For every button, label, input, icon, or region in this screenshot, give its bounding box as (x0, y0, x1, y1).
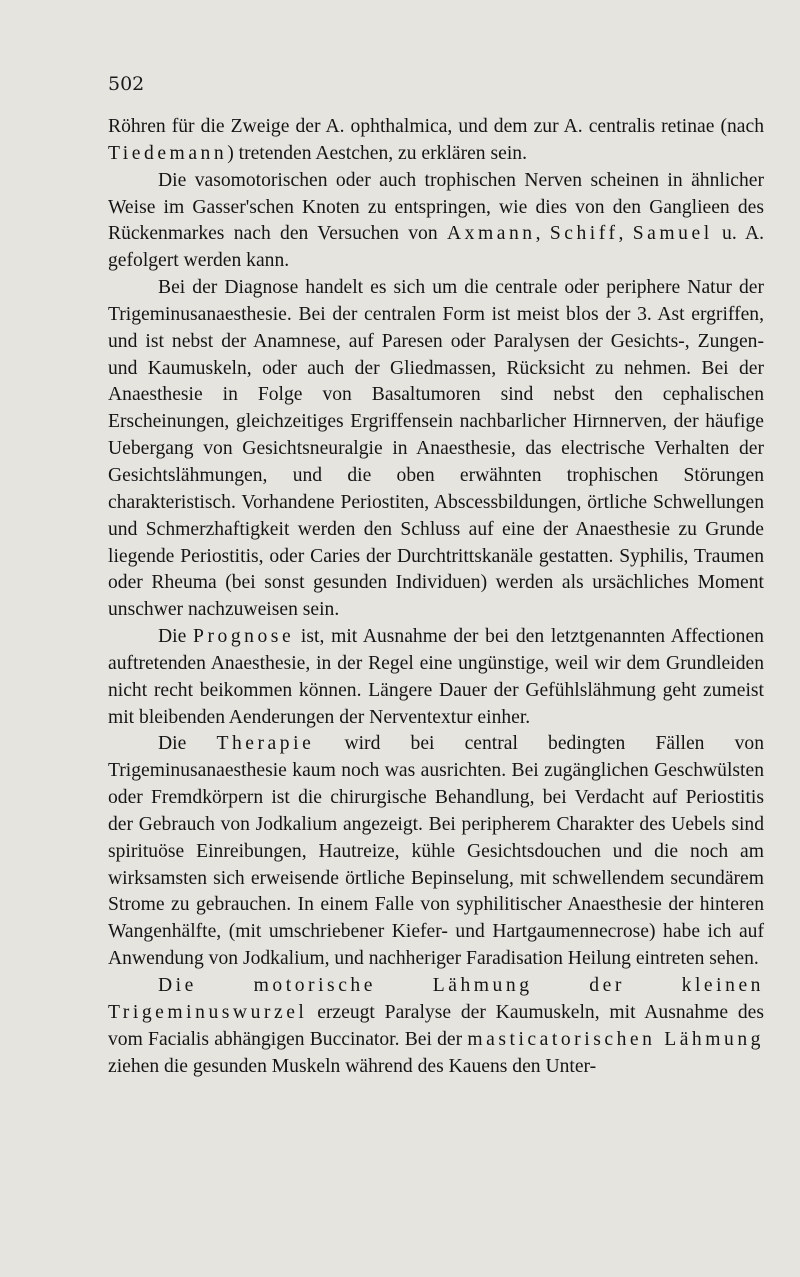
spaced-emphasis: Therapie (216, 733, 315, 755)
text-run: , (618, 223, 633, 245)
text-run: Die (158, 626, 194, 648)
paragraph (108, 275, 764, 624)
text-run: ) tretenden Aestchen, zu erklären sein. (227, 142, 527, 164)
text-run: Röhren für die Zweige der A. ophthalmica, und dem zur A. centralis retinae (nach (108, 116, 764, 137)
spaced-emphasis: Tiedemann (108, 142, 228, 164)
text-run: wird bei central bedingten Fällen von Trigeminusanaesthesie kaum noch was ausrichten. Bei zugänglichen Geschwülsten oder Fremdkörpern ist die chirurgische Behandlung, bei Verdacht auf Periostitis der Gebrauch von Jodkalium angezeigt. Bei peripherem Charakter des Uebels sind spirituöse Einreibungen, Hautreize, kühle Gesichtsdouchen und die noch am wirksamsten sich erweisende örtliche Bepinselung, mit schwellendem secundärem Strome zu gebrauchen. In einem Falle von syphilitischer Anaesthesie der hinteren Wangenhälfte, (mit umschriebener Kiefer- und Hartgaumennecrose) habe ich auf Anwendung von Jodkalium, und nachheriger Faradisation Heilung eintreten sehen. (108, 733, 764, 970)
spaced-emphasis: Axmann (446, 223, 536, 245)
text-run: ist, mit Ausnahme der bei den letztgenannten Affectionen auftretenden Anaesthesie, in der Regel eine ungünstige, weil wir dem Grundleiden nicht recht beikommen können. Längere Dauer der Gefühlslähmung geht zumeist mit bleibenden Aenderungen der Nerventextur einher. (108, 626, 764, 728)
body-text (108, 114, 764, 1080)
spaced-emphasis: Samuel (632, 223, 713, 245)
text-run: ziehen die gesunden Muskeln während des Kauens den Unter- (108, 1055, 597, 1077)
text-run: Die vasomotorischen oder auch trophischen Nerven scheinen in ähnlicher Weise im Gasser'schen Knoten zu entspringen, wie dies von den Ganglieen des Rückenmarkes nach den Versuchen von (108, 169, 764, 245)
text-run: , (535, 223, 550, 245)
spaced-emphasis: Die motorische Lähmung der kleinen Trigeminuswurzel (108, 975, 764, 1023)
paragraph (108, 624, 764, 731)
text-run: Die (158, 733, 217, 755)
text-run: erzeugt Paralyse der Kaumuskeln, mit Ausnahme des vom Facialis abhängigen Buccinator. Bei der (108, 1001, 764, 1050)
text-run: Bei der Diagnose handelt es sich um die centrale oder periphere Natur der Trigeminusanaesthesie. Bei der centralen Form ist meist blos der 3. Ast ergriffen, und ist nebst der Anamnese, auf Paresen oder Paralysen der Gesichts-, Zungen- und Kaumuskeln, oder auch der Gliedmassen, Rücksicht zu nehmen. Bei der Anaesthesie in Folge von Basaltumoren sind nebst den cephalischen Erscheinungen, gleichzeitiges Ergriffensein nachbarlicher Hirnnerven, der häufige Uebergang von Gesichtsneuralgie in Anaesthesie, das electrische Verhalten der Gesichtslähmungen, und die oben erwähnten trophischen Störungen charakteristisch. Vorhandene Periostiten, Abscessbildungen, örtliche Schwellungen und Schmerzhaftigkeit werden den Schluss auf eine der Anaesthesie zu Grunde liegende Periostitis, oder Caries der Durchtrittskanäle gestatten. Syphilis, Traumen oder Rheuma (bei sonst gesunden Individuen) werden als ursächliches Moment unschwer nachzuweisen sein. (108, 277, 764, 621)
paragraph (108, 114, 764, 168)
page-number: 502 (108, 73, 145, 95)
spaced-emphasis: masticatorischen Lähmung (467, 1028, 764, 1050)
spaced-emphasis: Prognose (193, 626, 295, 648)
paragraph (108, 973, 764, 1080)
spaced-emphasis: Schiff (549, 223, 619, 245)
text-run: u. A. gefolgert werden kann. (108, 223, 764, 272)
paragraph (108, 168, 764, 275)
paragraph (108, 731, 764, 973)
